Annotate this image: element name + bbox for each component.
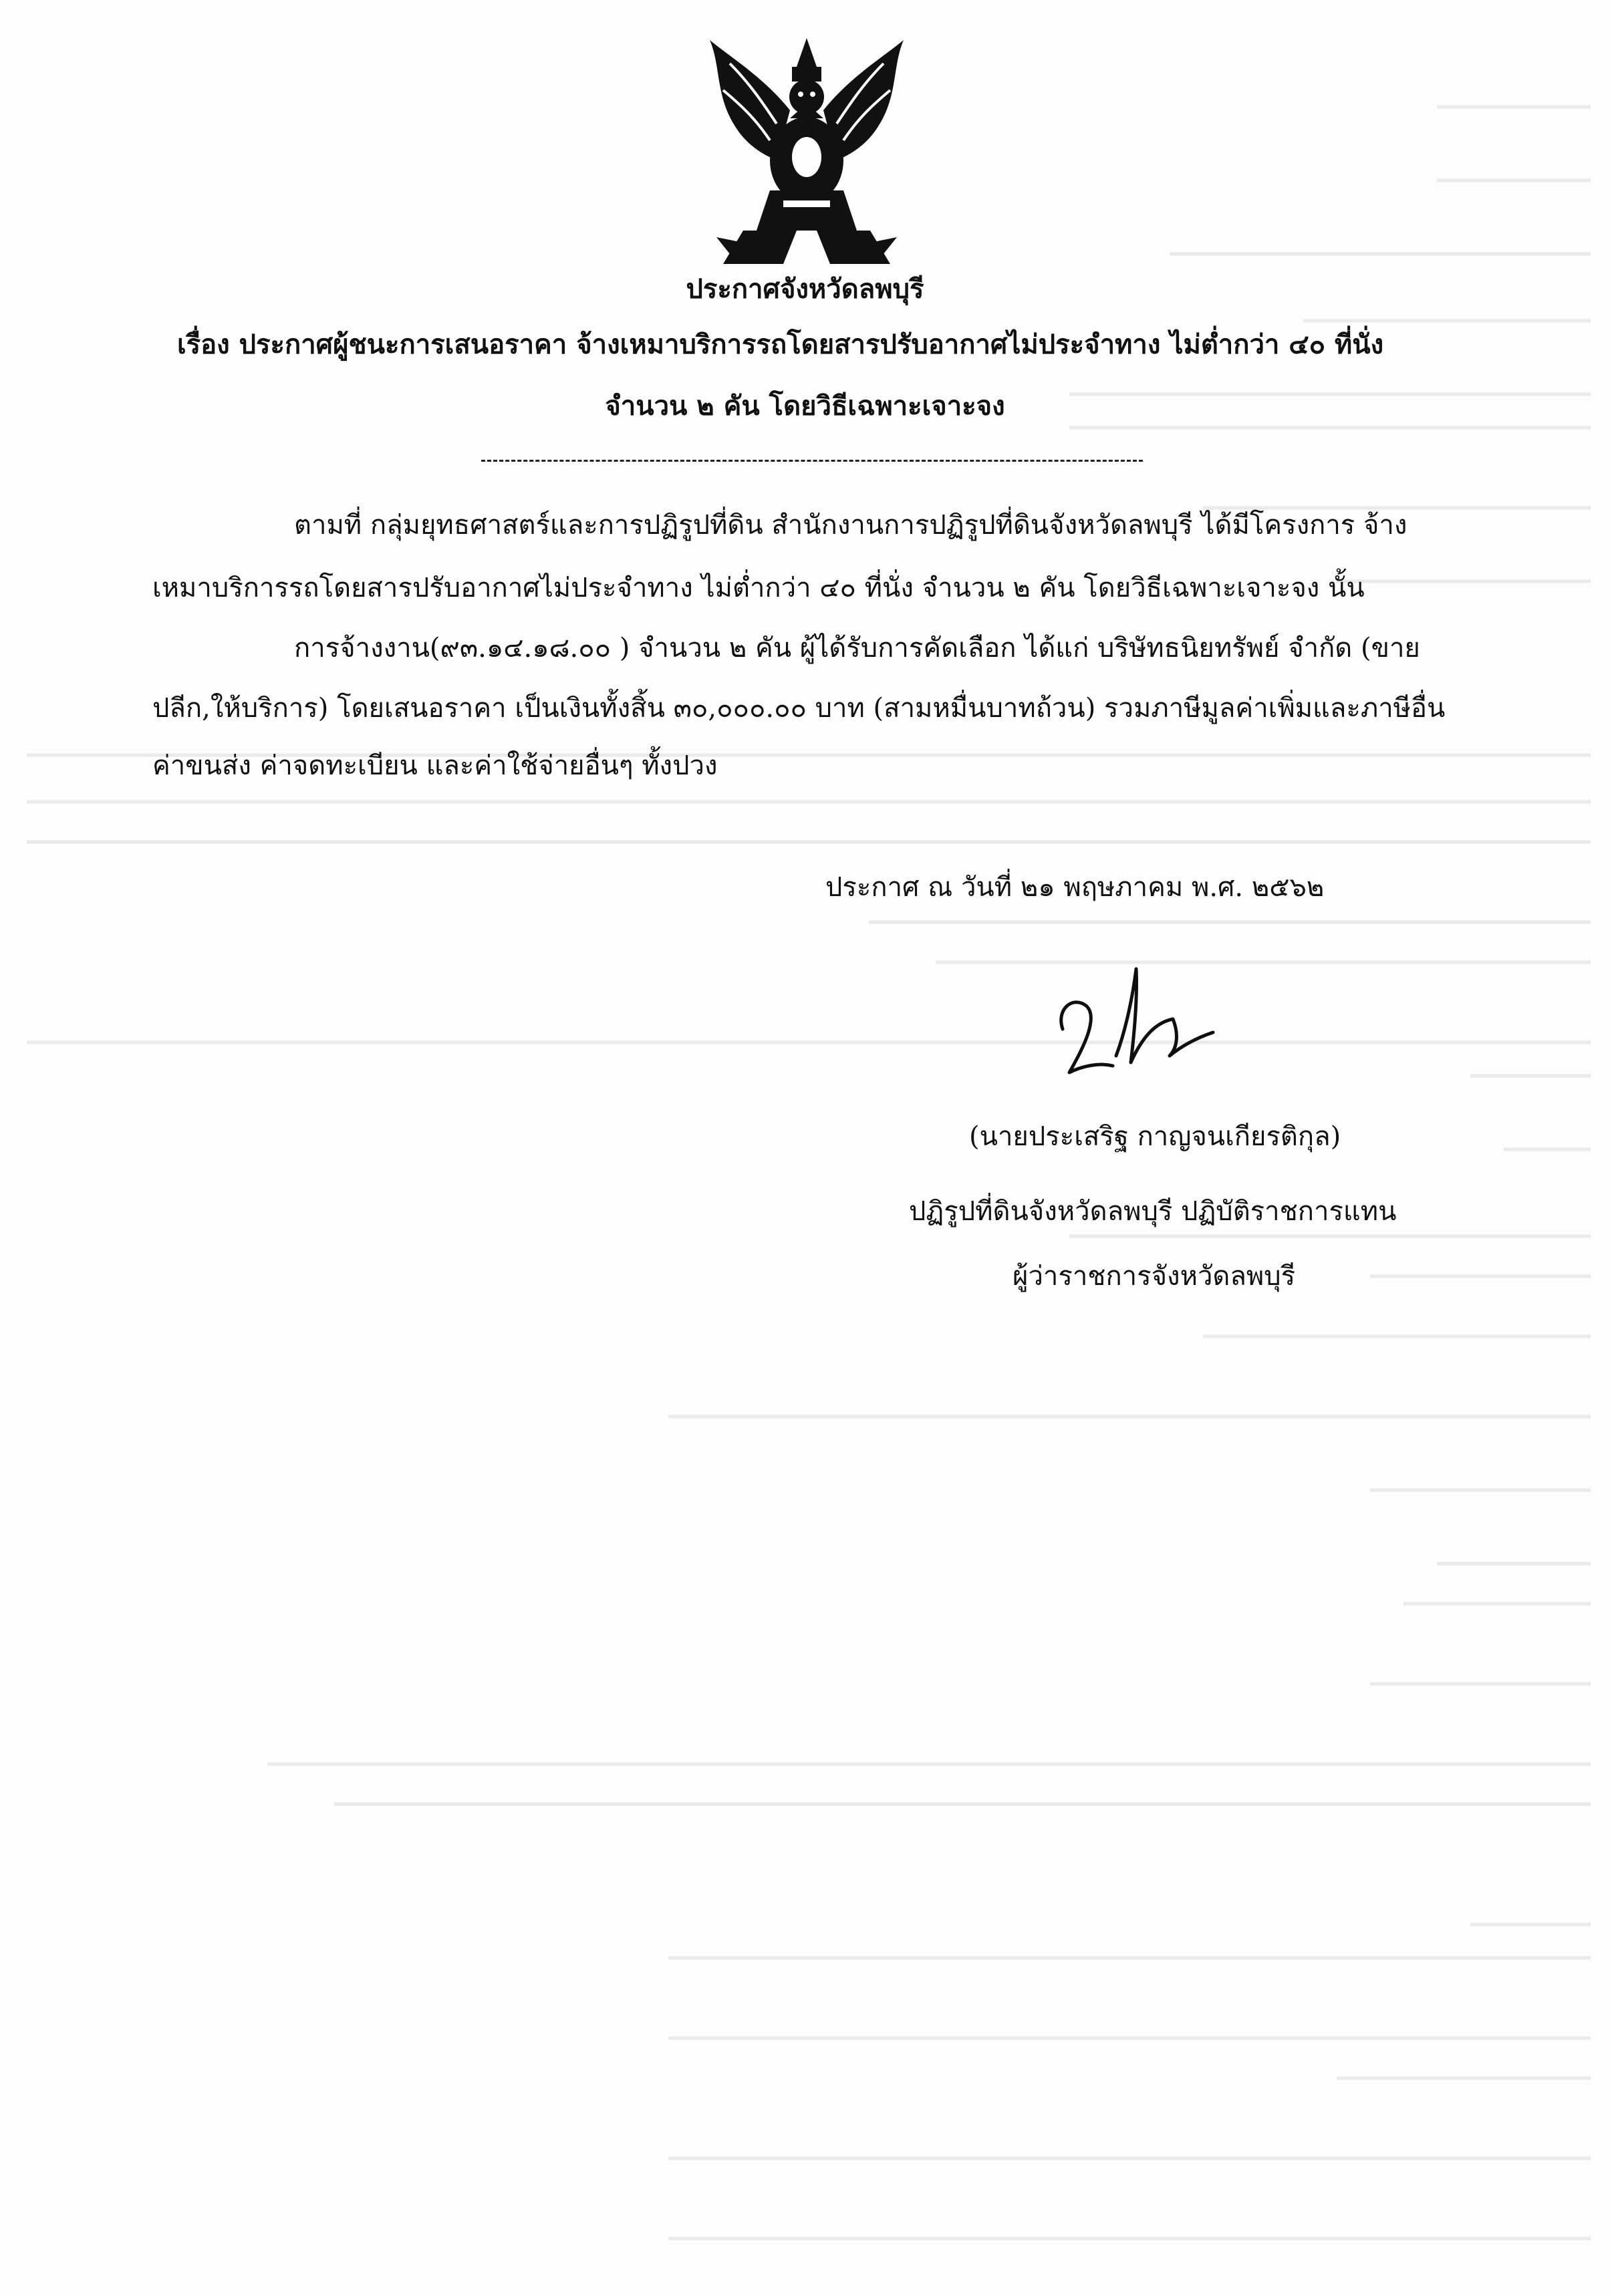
paragraph-2-line-3: ค่าขนส่ง ค่าจดทะเบียน และค่าใช้จ่ายอื่นๆ ทั้งปวง — [152, 750, 718, 781]
paragraph-2-line-2: ปลีก,ให้บริการ) โดยเสนอราคา เป็นเงินทั้งสิ้น ๓๐,๐๐๐.๐๐ บาท (สามหมื่นบาทถ้วน) รวมภาษีมูลค่าเพิ่มและภาษีอื่น — [152, 693, 1446, 724]
document-title: ประกาศจังหวัดลพบุรี — [686, 273, 924, 305]
signer-position-2: ผู้ว่าราชการจังหวัดลพบุรี — [1013, 1261, 1296, 1292]
handwritten-signature — [1043, 956, 1216, 1096]
separator-line — [481, 460, 1143, 462]
garuda-emblem-icon — [703, 37, 910, 267]
subject-line-1: เรื่อง ประกาศผู้ชนะการเสนอราคา จ้างเหมาบริการรถโดยสารปรับอากาศไม่ประจำทาง ไม่ต่ำกว่า ๔๐ ที่นั่ง — [177, 329, 1384, 360]
paragraph-2-line-1: การจ้างงาน(๙๓.๑๔.๑๘.๐๐ ) จำนวน ๒ คัน ผู้ได้รับการคัดเลือก ได้แก่ บริษัทธนิยทรัพย์ จำกัด (ขาย — [294, 633, 1420, 664]
subject-line-2: จำนวน ๒ คัน โดยวิธีเฉพาะเจาะจง — [605, 390, 1005, 422]
announcement-date: ประกาศ ณ วันที่ ๒๑ พฤษภาคม พ.ศ. ๒๕๖๒ — [825, 872, 1325, 903]
signer-name: (นายประเสริฐ กาญจนเกียรติกุล) — [969, 1121, 1341, 1152]
paragraph-1-line-2: เหมาบริการรถโดยสารปรับอากาศไม่ประจำทาง ไม่ต่ำกว่า ๔๐ ที่นั่ง จำนวน ๒ คัน โดยวิธีเฉพาะเจาะจง นั้น — [152, 573, 1365, 603]
paragraph-1-line-1: ตามที่ กลุ่มยุทธศาสตร์และการปฏิรูปที่ดิน สำนักงานการปฏิรูปที่ดินจังหวัดลพบุรี ได้มีโครงการ จ้าง — [294, 510, 1407, 541]
signer-position-1: ปฏิรูปที่ดินจังหวัดลพบุรี ปฏิบัติราชการแทน — [909, 1196, 1397, 1227]
